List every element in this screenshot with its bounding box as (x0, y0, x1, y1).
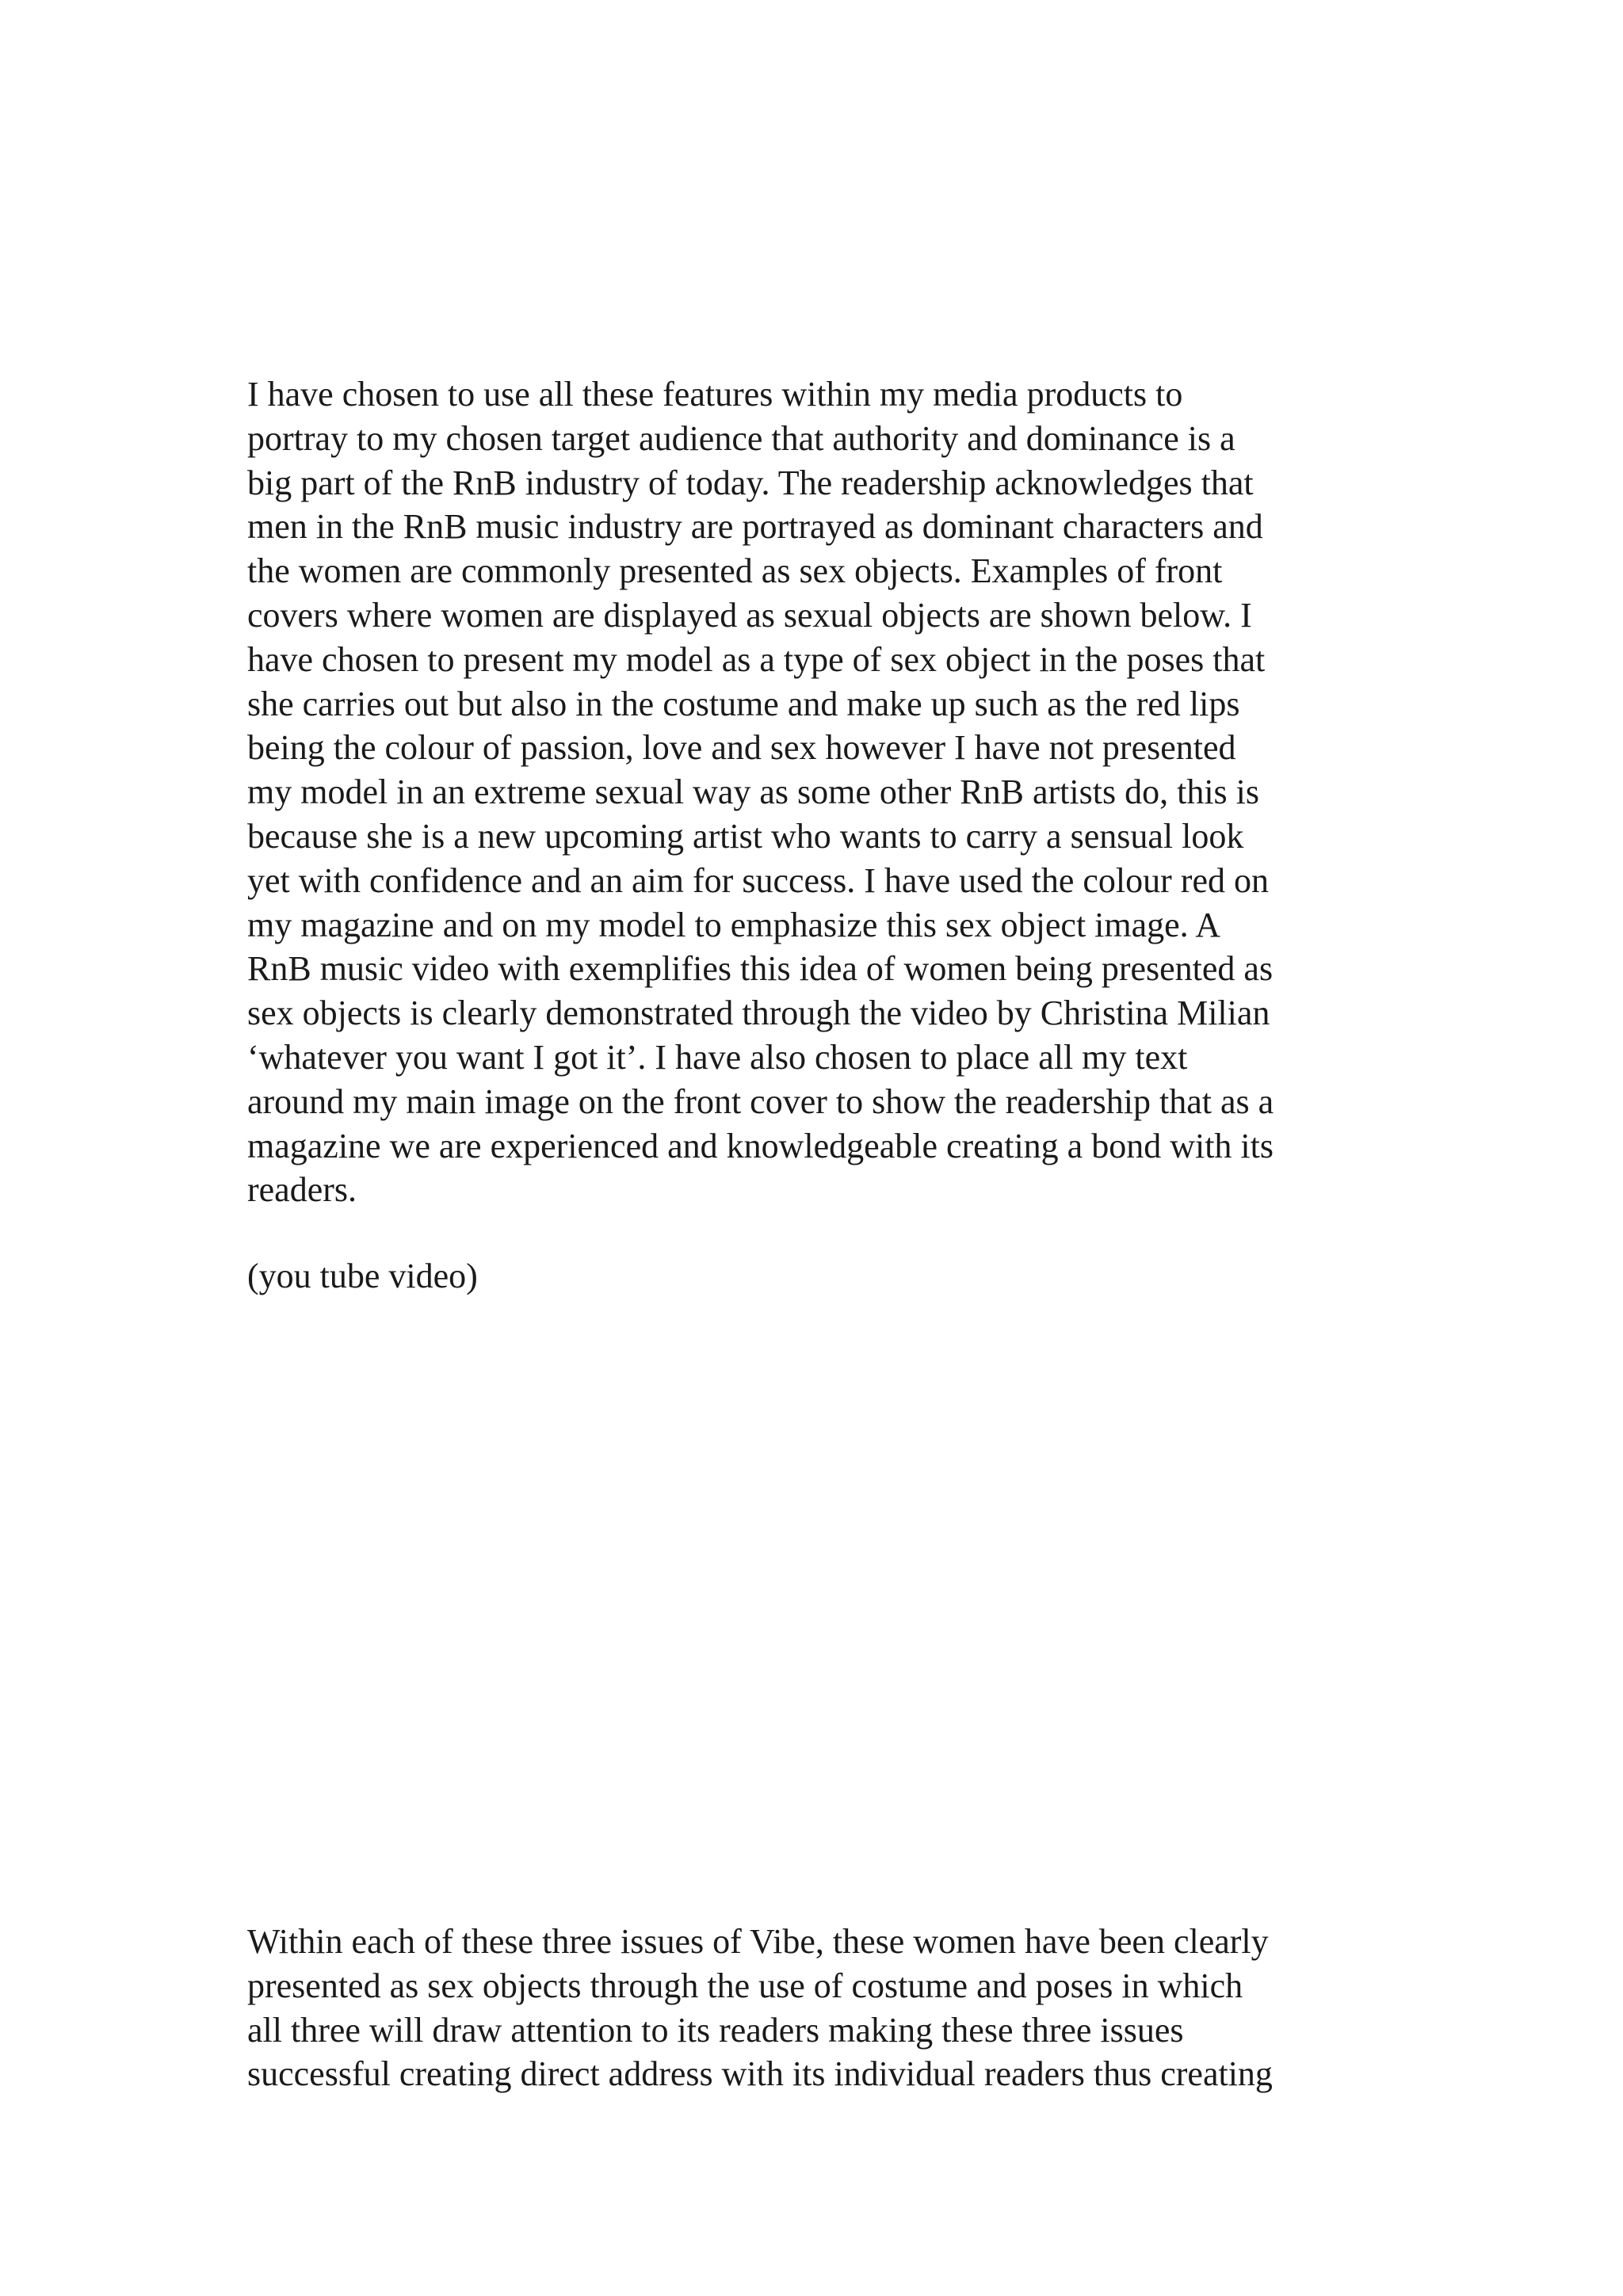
text-line: (you tube video) (247, 1257, 478, 1295)
text-line: Within each of these three issues of Vibe, these women have been clearly (247, 1922, 1269, 1961)
text-line: ‘whatever you want I got it’. I have also chosen to place all my text (247, 1037, 1188, 1077)
text-line: the women are commonly presented as sex objects. Examples of front (247, 551, 1223, 591)
video-placeholder-caption (247, 1254, 478, 1299)
text-line: magazine we are experienced and knowledgeable creating a bond with its (247, 1126, 1274, 1165)
text-line: readers. (247, 1170, 357, 1210)
text-line: my magazine and on my model to emphasize this sex object image. A (247, 905, 1221, 944)
text-line: presented as sex objects through the use of costume and poses in which (247, 1966, 1243, 2005)
text-line: I have chosen to use all these features within my media products to (247, 375, 1183, 414)
body-paragraph-1 (247, 372, 1274, 1212)
text-line: yet with confidence and an aim for success. I have used the colour red on (247, 860, 1269, 900)
text-line: RnB music video with exemplifies this idea of women being presented as (247, 949, 1274, 989)
text-line: she carries out but also in the costume and make up such as the red lips (247, 684, 1240, 723)
text-line: around my main image on the front cover to show the readership that as a (247, 1081, 1274, 1121)
text-line: being the colour of passion, love and sex however I have not presented (247, 728, 1236, 768)
text-line: men in the RnB music industry are portrayed as dominant characters and (247, 507, 1263, 547)
text-line: successful creating direct address with its individual readers thus creating (247, 2054, 1273, 2094)
text-line: all three will draw attention to its readers making these three issues (247, 2010, 1184, 2050)
text-line: my model in an extreme sexual way as some other RnB artists do, this is (247, 772, 1260, 812)
text-line: because she is a new upcoming artist who wants to carry a sensual look (247, 816, 1244, 856)
text-line: have chosen to present my model as a type of sex object in the poses that (247, 639, 1266, 679)
text-line: covers where women are displayed as sexual objects are shown below. I (247, 595, 1252, 635)
body-paragraph-2 (247, 1920, 1273, 2096)
text-line: big part of the RnB industry of today. The readership acknowledges that (247, 463, 1254, 502)
text-line: sex objects is clearly demonstrated through the video by Christina Milian (247, 994, 1270, 1033)
text-line: portray to my chosen target audience that authority and dominance is a (247, 418, 1235, 458)
